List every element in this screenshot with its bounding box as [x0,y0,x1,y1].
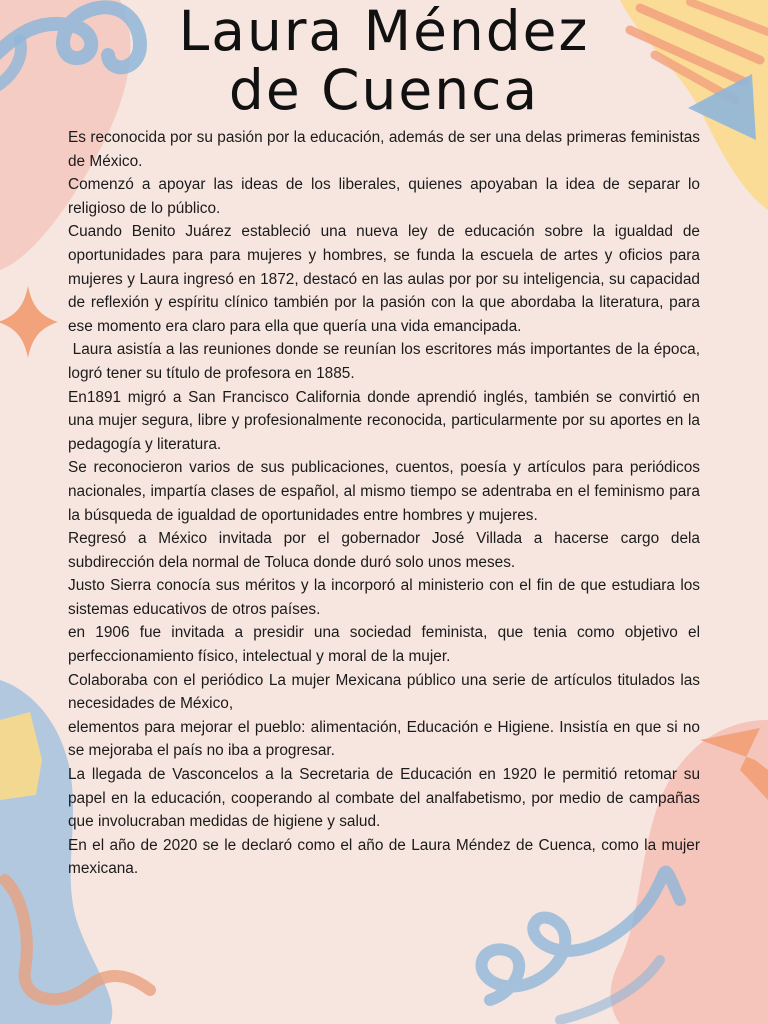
paragraph: Es reconocida por su pasión por la educación, además de ser una delas primeras feministas de México. [68,129,700,170]
paragraph: Se reconocieron varios de sus publicaciones, cuentos, poesía y artículos para periódicos nacionales, impartía clases de español, al mismo tiempo se adentraba en el feminismo para la búsqueda de igualdad de oportunidades entre hombres y mujeres. [68,459,700,524]
paragraph: Laura asistía a las reuniones donde se reunían los escritores más importantes de la época, logró tener su título de profesora en 1885. [68,341,705,382]
paragraph: elementos para mejorar el pueblo: alimentación, Educación e Higiene. Insistía en que si no se mejoraba el país no iba a progresar. [68,718,700,760]
paragraph: Justo Sierra conocía sus méritos y la incorporó al ministerio con el fin de que estudiara los sistemas educativos de otros países. [68,577,700,618]
paragraph: La llegada de Vasconcelos a la Secretaria de Educación en 1920 le permitió retomar su papel en la educación, cooperando al combate del analfabetismo, por medio de campañas que involucraban medidas de higiene y salud. [68,766,700,831]
orange-star [0,286,58,358]
paragraph: En1891 migró a San Francisco California donde aprendió inglés, también se convirtió en una mujer segura, libre y profesionalmente reconocida, particularmente por su aportes en la pedagogía y literatura. [68,388,700,453]
paragraph: Colaboraba con el periódico La mujer Mexicana público una serie de artículos titulados las necesidades de México, [68,671,700,713]
biography-body [68,126,705,881]
title-line-2: de Cuenca [228,58,540,122]
paragraph: En el año de 2020 se le declaró como el año de Laura Méndez de Cuenca, como la mujer mexicana. [68,836,700,878]
paragraph: en 1906 fue invitada a presidir una sociedad feminista, que tenia como objetivo el perfeccionamiento físico, intelectual y moral de la mujer. [68,624,700,666]
title-line-1: Laura Méndez [178,0,590,63]
paragraph: Regresó a México invitada por el gobernador José Villada a hacerse cargo dela subdirección dela normal de Toluca donde duró solo unos meses. [68,530,700,571]
page-title [0,2,768,120]
paragraph: Cuando Benito Juárez estableció una nueva ley de educación sobre la igualdad de oportunidades para para mujeres y hombres, se funda la escuela de artes y oficios para mujeres y Laura ingresó en 1872, destacó en las aulas por por su inteligencia, su capacidad de reflexión y espíritu clínico también por la pasión con la que abordaba la literatura, para ese momento era claro para ella que quería una vida emancipada. [68,223,700,335]
paragraph: Comenzó a apoyar las ideas de los liberales, quienes apoyaban la idea de separar lo religioso de lo público. [68,176,700,217]
